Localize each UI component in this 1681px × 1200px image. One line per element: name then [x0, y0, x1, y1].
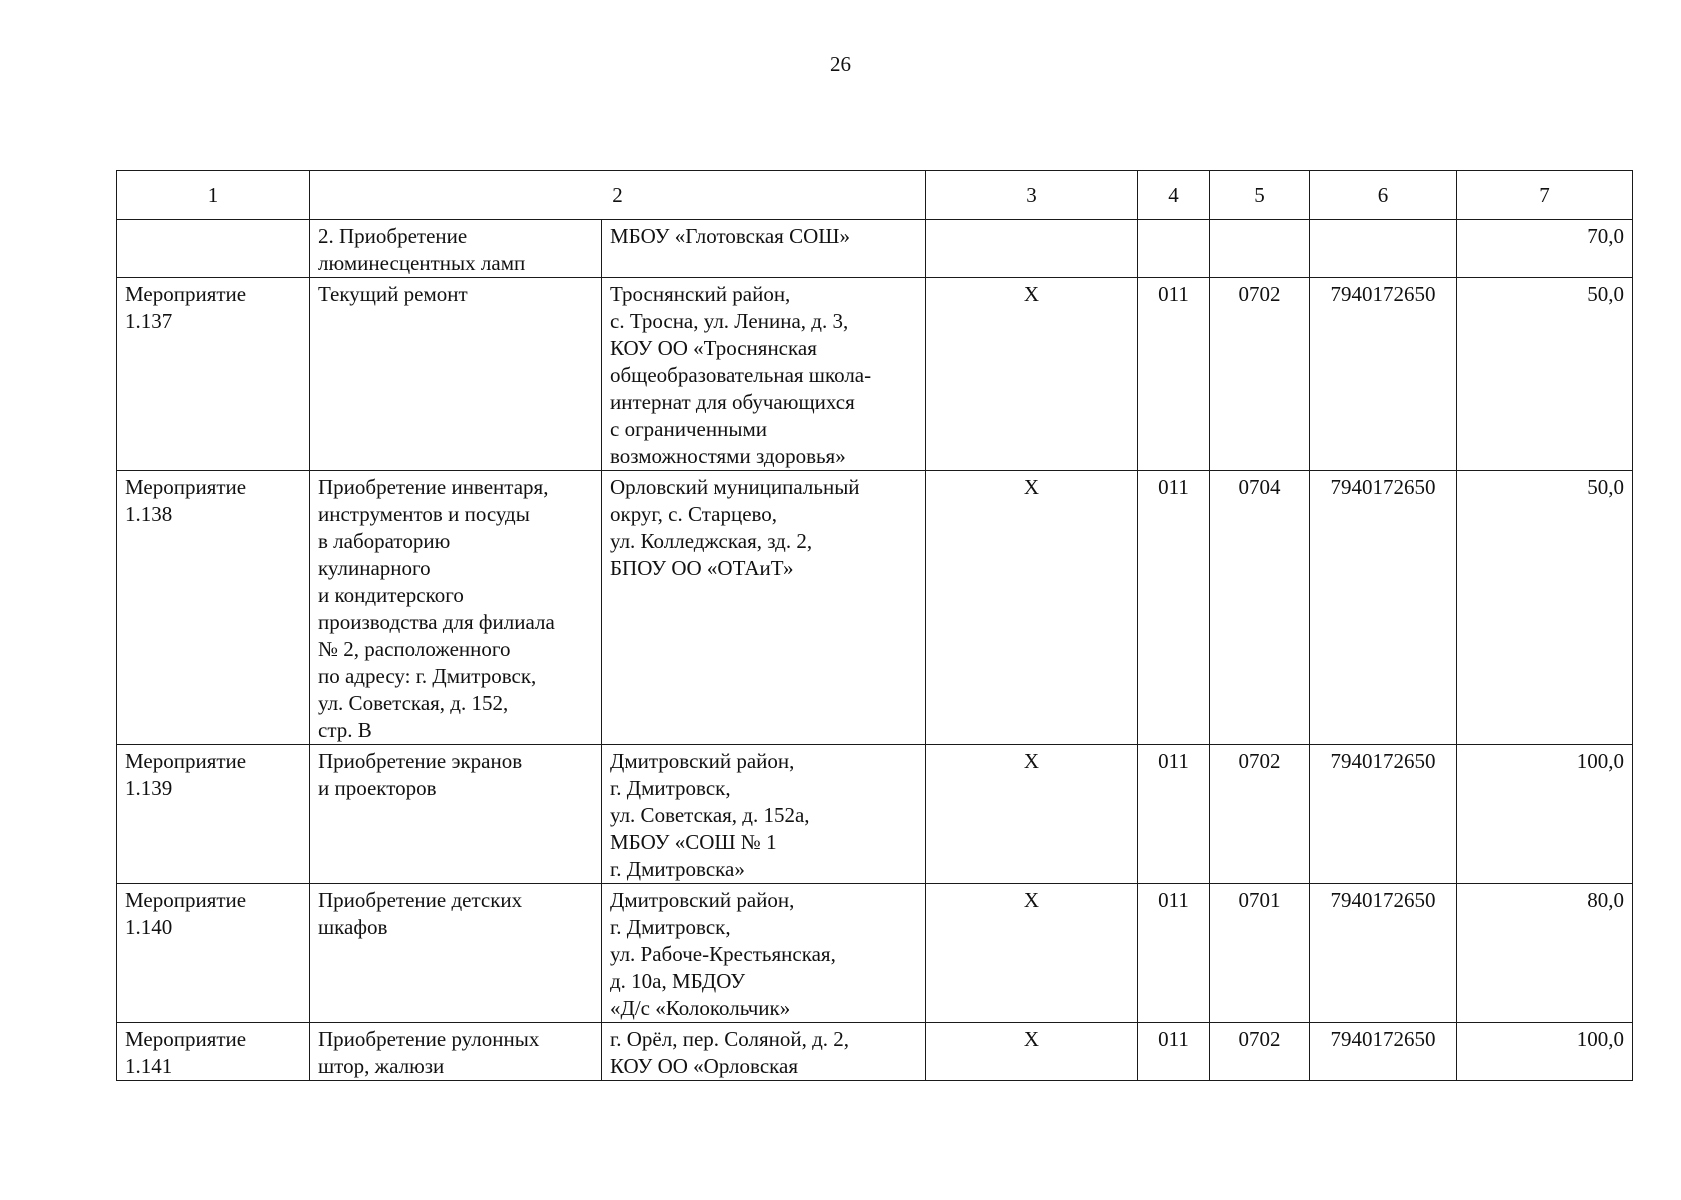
column-3-cell: Х: [926, 278, 1138, 471]
address-cell: [602, 220, 926, 278]
cell-text-line: Текущий ремонт: [318, 282, 468, 306]
cell-text-line: 1.140: [125, 915, 173, 939]
cell-text-line: Мероприятие: [125, 888, 247, 912]
event-id-cell: [117, 745, 310, 884]
description-cell: [310, 884, 602, 1023]
cell-text-line: Дмитровский район,: [610, 749, 795, 773]
column-3-cell: Х: [926, 471, 1138, 745]
cell-text-line: штор, жалюзи: [318, 1054, 445, 1078]
cell-text-line: в лабораторию: [318, 529, 451, 553]
address-cell: [602, 1023, 926, 1081]
cell-text-line: Мероприятие: [125, 475, 247, 499]
description-cell: [310, 471, 602, 745]
header-cell-6: 6: [1310, 171, 1457, 220]
cell-text-line: округ, с. Старцево,: [610, 502, 778, 526]
column-4-cell: 011: [1138, 745, 1210, 884]
event-id-cell: [117, 278, 310, 471]
cell-text-line: люминесцентных ламп: [318, 251, 526, 275]
column-5-cell: 0702: [1210, 1023, 1310, 1081]
column-6-cell: 7940172650: [1310, 884, 1457, 1023]
description-cell: [310, 278, 602, 471]
cell-text-line: МБОУ «СОШ № 1: [610, 830, 777, 854]
cell-text-line: КОУ ОО «Орловская: [610, 1054, 799, 1078]
cell-text-line: МБОУ «Глотовская СОШ»: [610, 224, 850, 248]
column-5-cell: 0702: [1210, 278, 1310, 471]
column-4-cell: 011: [1138, 1023, 1210, 1081]
event-id-cell: [117, 471, 310, 745]
cell-text-line: Приобретение детских: [318, 888, 523, 912]
cell-text-line: г. Орёл, пер. Соляной, д. 2,: [610, 1027, 850, 1051]
cell-text-line: ул. Советская, д. 152,: [318, 691, 509, 715]
header-row: [117, 171, 1633, 220]
amount-cell: 80,0: [1457, 884, 1633, 1023]
cell-text-line: Дмитровский район,: [610, 888, 795, 912]
cell-text-line: возможностями здоровья»: [610, 444, 846, 468]
cell-text-line: г. Дмитровск,: [610, 776, 731, 800]
column-5-cell: [1210, 220, 1310, 278]
column-4-cell: 011: [1138, 278, 1210, 471]
cell-text-line: г. Дмитровска»: [610, 857, 745, 881]
table-row: [117, 220, 1633, 278]
amount-cell: 100,0: [1457, 745, 1633, 884]
column-6-cell: 7940172650: [1310, 471, 1457, 745]
column-5-cell: 0704: [1210, 471, 1310, 745]
cell-text-line: 1.138: [125, 502, 173, 526]
column-4-cell: 011: [1138, 471, 1210, 745]
column-3-cell: Х: [926, 884, 1138, 1023]
cell-text-line: Орловский муниципальный: [610, 475, 860, 499]
header-cell-3: 3: [926, 171, 1138, 220]
cell-text-line: Приобретение рулонных: [318, 1027, 540, 1051]
table-row: [117, 884, 1633, 1023]
column-3-cell: Х: [926, 745, 1138, 884]
cell-text-line: производства для филиала: [318, 610, 555, 634]
cell-text-line: Троснянский район,: [610, 282, 791, 306]
column-3-cell: Х: [926, 1023, 1138, 1081]
cell-text-line: инструментов и посуды: [318, 502, 530, 526]
cell-text-line: кулинарного: [318, 556, 431, 580]
cell-text-line: ул. Колледжская, зд. 2,: [610, 529, 813, 553]
cell-text-line: общеобразовательная школа-: [610, 363, 872, 387]
table-row: [117, 471, 1633, 745]
cell-text-line: БПОУ ОО «ОТАиТ»: [610, 556, 794, 580]
column-6-cell: 7940172650: [1310, 278, 1457, 471]
cell-text-line: 1.139: [125, 776, 173, 800]
table-row: [117, 745, 1633, 884]
description-cell: [310, 220, 602, 278]
cell-text-line: и проекторов: [318, 776, 437, 800]
cell-text-line: Мероприятие: [125, 1027, 247, 1051]
table-row: [117, 1023, 1633, 1081]
column-5-cell: 0701: [1210, 884, 1310, 1023]
amount-cell: 70,0: [1457, 220, 1633, 278]
header-cell-4: 4: [1138, 171, 1210, 220]
event-id-cell: [117, 884, 310, 1023]
cell-text-line: 1.137: [125, 309, 173, 333]
cell-text-line: Мероприятие: [125, 282, 247, 306]
cell-text-line: интернат для обучающихся: [610, 390, 855, 414]
cell-text-line: 2. Приобретение: [318, 224, 468, 248]
data-table: [116, 170, 1633, 1081]
cell-text-line: ул. Рабоче-Крестьянская,: [610, 942, 836, 966]
address-cell: [602, 745, 926, 884]
address-cell: [602, 471, 926, 745]
cell-text-line: стр. В: [318, 718, 372, 742]
amount-cell: 100,0: [1457, 1023, 1633, 1081]
column-6-cell: [1310, 220, 1457, 278]
cell-text-line: Приобретение инвентаря,: [318, 475, 549, 499]
cell-text-line: с ограниченными: [610, 417, 767, 441]
table-body: [117, 220, 1633, 1081]
cell-text-line: Приобретение экранов: [318, 749, 523, 773]
header-cell-7: 7: [1457, 171, 1633, 220]
column-4-cell: 011: [1138, 884, 1210, 1023]
header-cell-5: 5: [1210, 171, 1310, 220]
amount-cell: 50,0: [1457, 278, 1633, 471]
event-id-cell: [117, 220, 310, 278]
cell-text-line: № 2, расположенного: [318, 637, 511, 661]
header-cell-2: 2: [310, 171, 926, 220]
column-3-cell: [926, 220, 1138, 278]
cell-text-line: с. Тросна, ул. Ленина, д. 3,: [610, 309, 849, 333]
cell-text-line: Мероприятие: [125, 749, 247, 773]
column-5-cell: 0702: [1210, 745, 1310, 884]
cell-text-line: г. Дмитровск,: [610, 915, 731, 939]
header-cell-1: 1: [117, 171, 310, 220]
column-4-cell: [1138, 220, 1210, 278]
cell-text-line: шкафов: [318, 915, 388, 939]
cell-text-line: 1.141: [125, 1054, 173, 1078]
page-number: 26: [830, 52, 851, 76]
amount-cell: 50,0: [1457, 471, 1633, 745]
address-cell: [602, 278, 926, 471]
cell-text-line: КОУ ОО «Троснянская: [610, 336, 817, 360]
cell-text-line: «Д/с «Колокольчик»: [610, 996, 791, 1020]
description-cell: [310, 1023, 602, 1081]
cell-text-line: и кондитерского: [318, 583, 464, 607]
table-row: [117, 278, 1633, 471]
cell-text-line: по адресу: г. Дмитровск,: [318, 664, 537, 688]
description-cell: [310, 745, 602, 884]
column-6-cell: 7940172650: [1310, 1023, 1457, 1081]
event-id-cell: [117, 1023, 310, 1081]
address-cell: [602, 884, 926, 1023]
cell-text-line: ул. Советская, д. 152а,: [610, 803, 810, 827]
cell-text-line: д. 10а, МБДОУ: [610, 969, 746, 993]
column-6-cell: 7940172650: [1310, 745, 1457, 884]
